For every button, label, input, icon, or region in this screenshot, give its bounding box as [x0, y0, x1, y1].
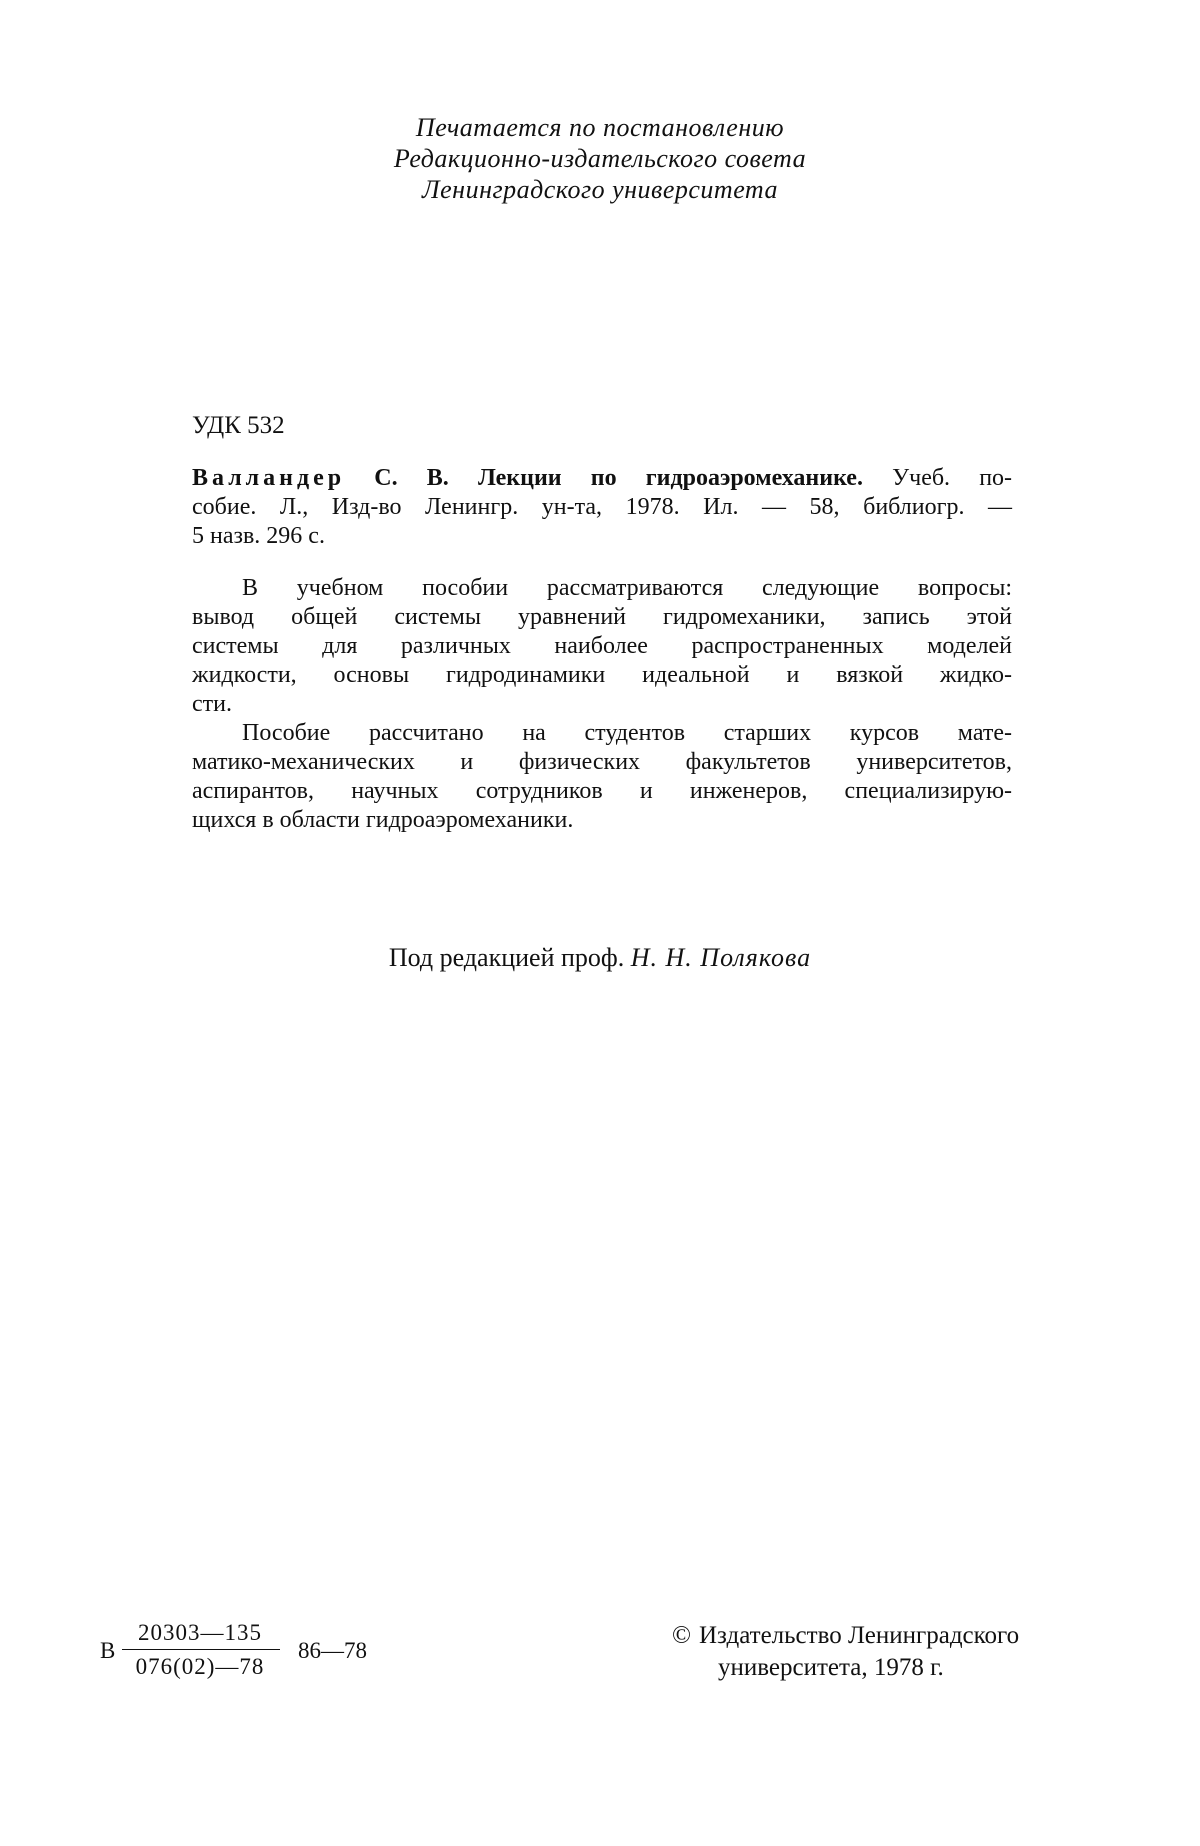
classification-suffix: 86—78	[298, 1638, 367, 1663]
imprimatur-line-2: Редакционно-издательского совета	[393, 144, 807, 173]
abstract-line: жидкости, основы гидродинамики идеальной и вязкой жидко-	[192, 662, 1012, 688]
editor-prefix: Под редакцией проф.	[388, 943, 625, 972]
copyright-icon: ©	[672, 1622, 691, 1649]
abstract-line: вывод общей системы уравнений гидромеханики, запись этой	[192, 604, 1012, 630]
bibliographic-record	[192, 464, 1012, 551]
udk-code: УДК 532	[192, 412, 285, 439]
abstract-line: матико-механических и физических факультетов университетов,	[192, 749, 1012, 775]
abstract-line: аспирантов, научных сотрудников и инженеров, специализирую-	[192, 778, 1012, 804]
author-initials: С. В.	[374, 465, 449, 491]
author-surname: Валландер	[192, 465, 346, 491]
imprimatur-line-1: Печатается по постановлению	[415, 113, 785, 142]
copyright-notice	[672, 1620, 1019, 1684]
book-title: Лекции по гидроаэромеханике.	[477, 465, 863, 491]
abstract-line: Пособие рассчитано на студентов старших курсов мате-	[242, 720, 1012, 746]
abstract-line: системы для различных наиболее распространенных моделей	[192, 633, 1012, 659]
biblio-line-1-rest: Учеб. по-	[892, 465, 1013, 491]
biblio-line-2: собие. Л., Изд-во Ленингр. ун-та, 1978. Ил. — 58, библиогр. —	[192, 494, 1012, 520]
classification-code	[100, 1612, 400, 1692]
classification-letter: В	[100, 1638, 116, 1663]
biblio-line-1	[192, 464, 1012, 493]
editor-name: Н. Н. Полякова	[630, 943, 812, 972]
classification-numerator: 20303—135	[138, 1620, 262, 1645]
biblio-line-3: 5 назв. 296 с.	[192, 523, 325, 549]
imprimatur-notice	[0, 112, 1200, 205]
copyright-line-2: университета, 1978 г.	[718, 1654, 944, 1681]
copyright-line-1: Издательство Ленинградского	[699, 1622, 1020, 1649]
editor-credit	[0, 942, 1200, 973]
abstract-line: В учебном пособии рассматриваются следующие вопросы:	[242, 575, 1012, 601]
fraction-bar	[122, 1649, 280, 1650]
classification-denominator: 076(02)—78	[135, 1654, 265, 1679]
abstract-line: сти.	[192, 691, 232, 717]
abstract	[192, 574, 1012, 835]
abstract-line: щихся в области гидроаэромеханики.	[192, 807, 574, 833]
imprimatur-line-3: Ленинградского университета	[422, 175, 778, 204]
